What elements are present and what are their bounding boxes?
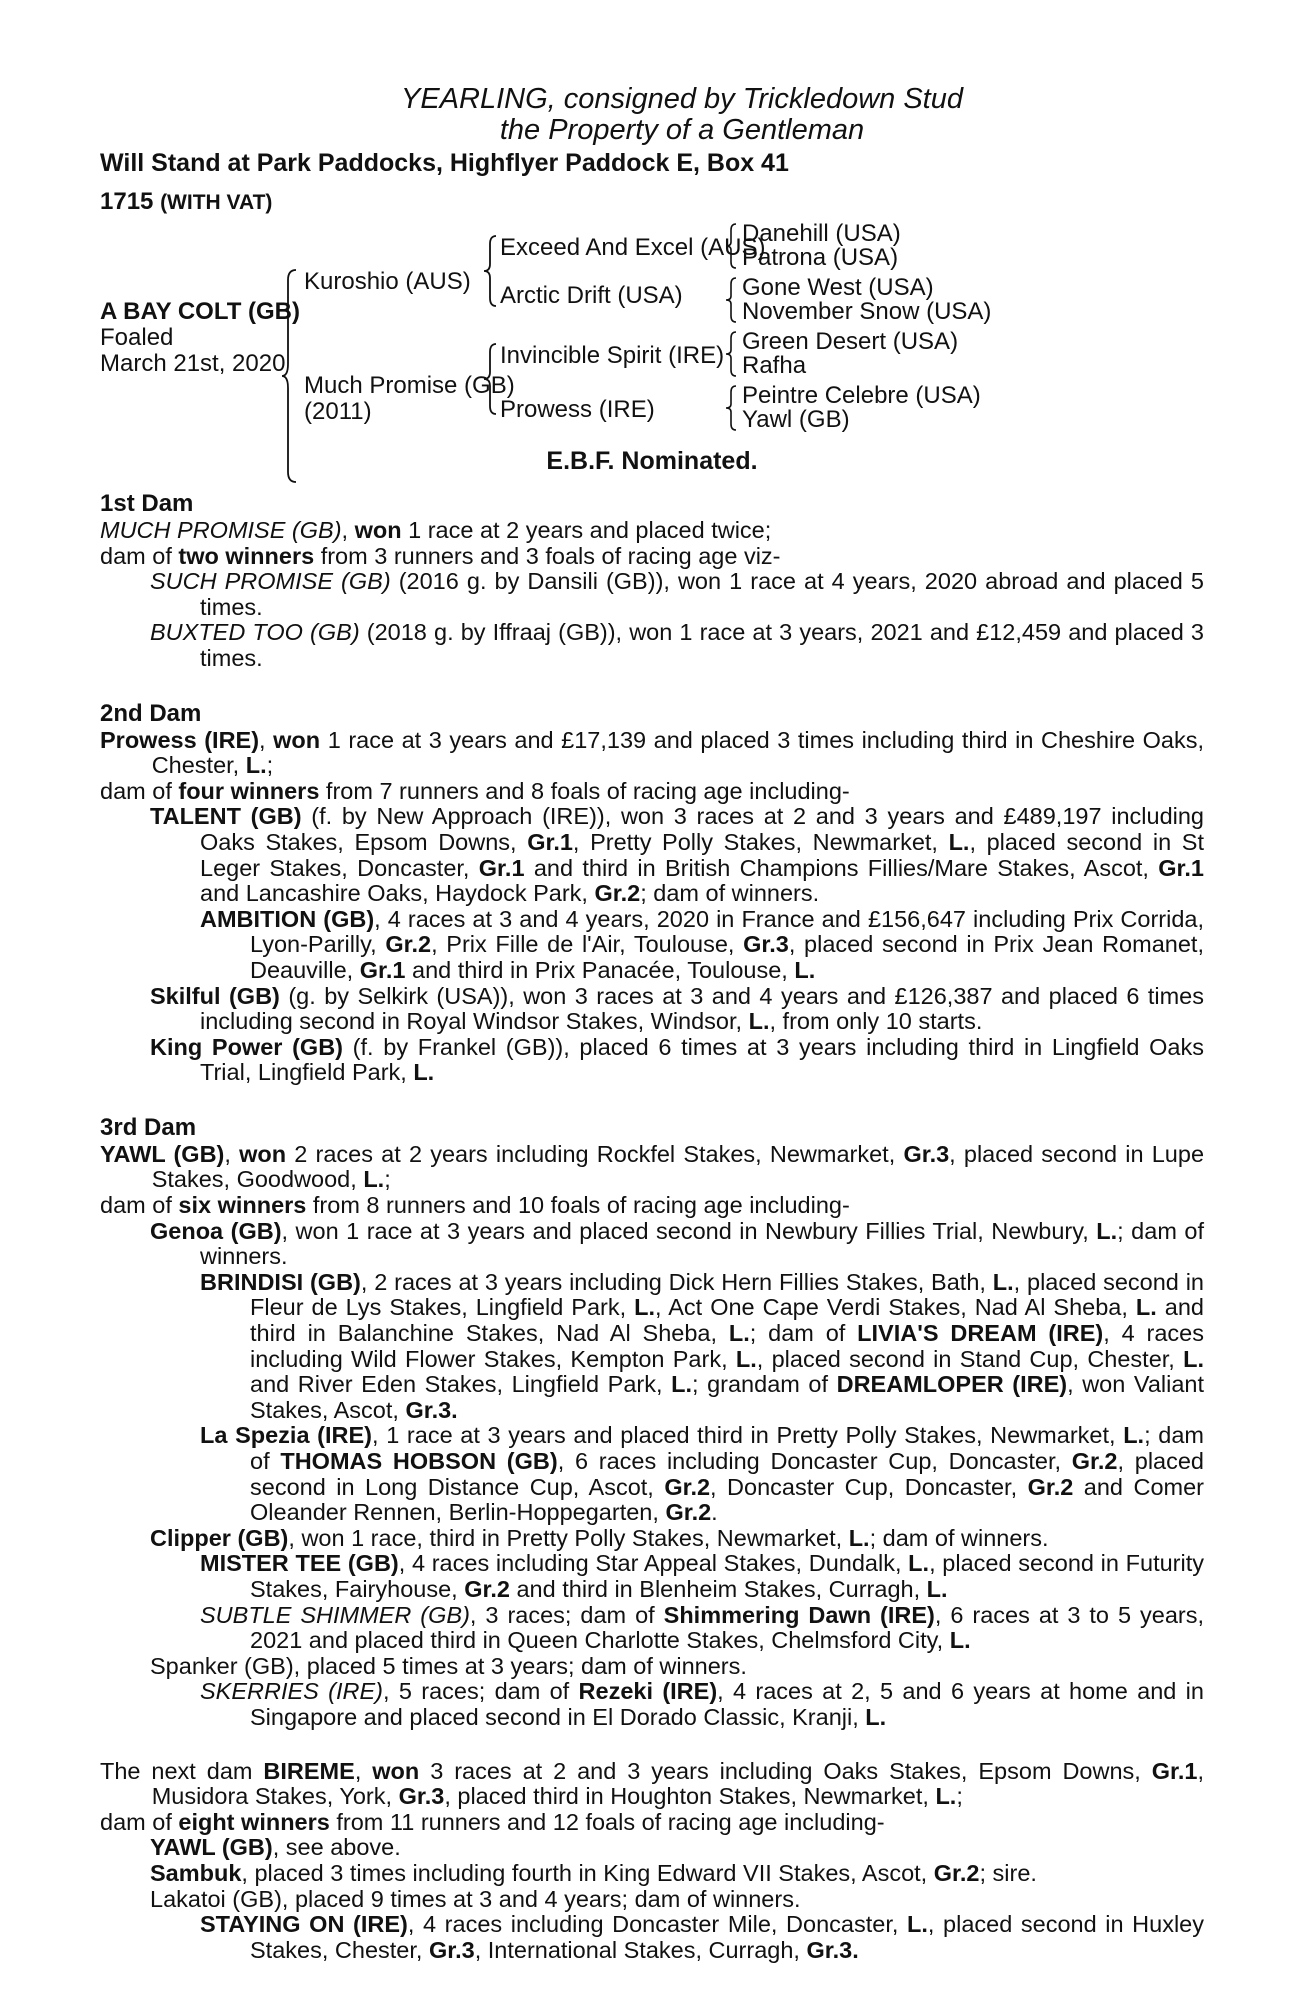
grand-progeny-entry: STAYING ON (IRE), 4 races including Doncaster Mile, Doncaster, L., placed second in Huxley Stakes, Chester, Gr.3, International Stakes, Curragh, Gr.3.: [200, 1911, 1205, 1963]
lot-number: 1715: [100, 188, 154, 215]
bracket-sire-dam: [280, 268, 300, 484]
progeny-entry: Clipper (GB), won 1 race, third in Pretty Polly Stakes, Newmarket, L.; dam of winners.: [150, 1524, 1049, 1551]
pedigree-table: [100, 182, 1204, 444]
bracket-gen3-1: [724, 222, 740, 270]
dam-dam-dam: Yawl (GB): [742, 406, 850, 433]
dam-sire-dam: Rafha: [742, 352, 807, 379]
vat-note: (WITH VAT): [160, 191, 273, 214]
section-heading: 3rd Dam: [100, 1113, 197, 1141]
progeny-entry: Spanker (GB), placed 5 times at 3 years; dam of winners.: [150, 1652, 747, 1679]
dam-record: Prowess (IRE), won 1 race at 3 years and £17,139 and placed 3 times including third in Cheshire Oaks, Chester, L.;: [100, 726, 1204, 779]
grand-progeny-entry: La Spezia (IRE), 1 race at 3 years and placed third in Pretty Polly Stakes, Newmarket, L.; dam of THOMAS HOBSON (GB), 6 races including Doncaster Cup, Doncaster, Gr.2, placed second in Long Distance Cup, Ascot, Gr.2, Doncaster Cup, Doncaster, Gr.2 and Comer Oleander Rennen, Berlin-Hoppegarten, Gr.2.: [200, 1422, 1204, 1526]
section-heading: 1st Dam: [100, 490, 194, 517]
dam-dam: Prowess (IRE): [500, 396, 655, 423]
produce-summary: dam of eight winners from 11 runners and 12 foals of racing age including-: [100, 1808, 885, 1835]
produce-summary: dam of six winners from 8 runners and 10 foals of racing age including-: [100, 1192, 850, 1219]
progeny-entry: Lakatoi (GB), placed 9 times at 3 and 4 years; dam of winners.: [150, 1885, 801, 1912]
dam-record: YAWL (GB), won 2 races at 2 years including Rockfel Stakes, Newmarket, Gr.3, placed second in Lupe Stakes, Goodwood, L.;: [100, 1140, 1205, 1193]
sire-sire: Exceed And Excel (AUS): [500, 234, 766, 261]
sire-dam-sire: Gone West (USA): [742, 274, 934, 301]
dam-record: MUCH PROMISE (GB), won 1 race at 2 years and placed twice;: [100, 517, 772, 543]
bracket-gen3-2: [724, 276, 740, 324]
progeny-entry: SUCH PROMISE (GB) (2016 g. by Dansili (GB)), won 1 race at 4 years, 2020 abroad and placed 5 times.: [150, 568, 1204, 620]
dam-year: (2011): [304, 398, 372, 425]
progeny-entry: YAWL (GB), see above.: [150, 1834, 401, 1861]
progeny-entry: Sambuk, placed 3 times including fourth in King Edward VII Stakes, Ascot, Gr.2; sire.: [150, 1859, 1037, 1886]
grand-progeny-entry: AMBITION (GB), 4 races at 3 and 4 years, 2020 in France and £156,647 including Prix Corrida, Lyon-Parilly, Gr.2, Prix Fille de l'Air, Toulouse, Gr.3, placed second in Prix Jean Romanet, Deauville, Gr.1 and third in Prix Panacée, Toulouse, L.: [200, 905, 1204, 983]
bracket-dam-parents: [482, 342, 500, 416]
progeny-entry: Genoa (GB), won 1 race at 3 years and placed second in Newbury Fillies Trial, Newbury, L.; dam of winners.: [150, 1217, 1204, 1270]
progeny-entry: Skilful (GB) (g. by Selkirk (USA)), won 3 races at 3 and 4 years and £126,387 and placed 6 times including second in Royal Windsor Stakes, Windsor, L., from only 10 starts.: [150, 982, 1204, 1035]
sire-name: Kuroshio (AUS): [304, 268, 471, 295]
bracket-sire-parents: [482, 234, 500, 308]
foaled-label: Foaled: [100, 324, 174, 351]
foaled-date: March 21st, 2020: [100, 350, 286, 377]
lot-number-block: [100, 188, 272, 217]
first-dam-section: [100, 490, 1204, 672]
dam-sire-sire: Green Desert (USA): [742, 328, 959, 355]
bracket-gen3-3: [724, 330, 740, 378]
produce-summary: dam of two winners from 3 runners and 3 foals of racing age viz-: [100, 542, 781, 569]
horse-name: A BAY COLT (GB): [100, 298, 301, 325]
third-dam-section: [100, 1114, 1204, 1731]
sire-sire-dam: Patrona (USA): [742, 244, 899, 271]
dam-name: Much Promise (GB): [304, 372, 515, 399]
grand-progeny-entry: SKERRIES (IRE), 5 races; dam of Rezeki (IRE), 4 races at 2, 5 and 6 years at home and in Singapore and placed second in El Dorado Classic, Kranji, L.: [200, 1678, 1204, 1730]
grand-progeny-entry: BRINDISI (GB), 2 races at 3 years including Dick Hern Fillies Stakes, Bath, L., placed second in Fleur de Lys Stakes, Lingfield Park, L., Act One Cape Verdi Stakes, Nad Al Sheba, L. and third in Balanchine Stakes, Nad Al Sheba, L.; dam of LIVIA'S DREAM (IRE), 4 races including Wild Flower Stakes, Kempton Park, L., placed second in Stand Cup, Chester, L. and River Eden Stakes, Lingfield Park, L.; grandam of DREAMLOPER (IRE), won Valiant Stakes, Ascot, Gr.3.: [200, 1268, 1205, 1423]
section-heading: 2nd Dam: [100, 699, 202, 727]
location-line: Will Stand at Park Paddocks, Highflyer Paddock E, Box 41: [100, 149, 789, 177]
catalogue-page: [100, 84, 1204, 1991]
progeny-entry: BUXTED TOO (GB) (2018 g. by Iffraaj (GB)), won 1 race at 3 years, 2021 and £12,459 and placed 3 times.: [150, 619, 1204, 671]
bracket-gen3-4: [724, 384, 740, 432]
sire-dam: Arctic Drift (USA): [500, 282, 683, 309]
produce-summary: dam of four winners from 7 runners and 8 foals of racing age including-: [100, 777, 850, 804]
second-dam-section: [100, 700, 1204, 1086]
progeny-entry: King Power (GB) (f. by Frankel (GB)), placed 6 times at 3 years including third in Lingfield Oaks Trial, Lingfield Park, L.: [150, 1033, 1204, 1086]
grand-progeny-entry: SUBTLE SHIMMER (GB), 3 races; dam of Shimmering Dawn (IRE), 6 races at 3 to 5 years, 2021 and placed third in Queen Charlotte Stakes, Chelmsford City, L.: [200, 1601, 1204, 1654]
sire-sire-sire: Danehill (USA): [742, 220, 901, 247]
dam-sire: Invincible Spirit (IRE): [500, 342, 725, 369]
progeny-entry: TALENT (GB) (f. by New Approach (IRE)), won 3 races at 2 and 3 years and £489,197 including Oaks Stakes, Epsom Downs, Gr.1, Pretty Polly Stakes, Newmarket, L., placed second in St Leger Stakes, Doncaster, Gr.1 and third in British Champions Fillies/Mare Stakes, Ascot, Gr.1 and Lancashire Oaks, Haydock Park, Gr.2; dam of winners.: [150, 803, 1204, 907]
dam-record: The next dam BIREME, won 3 races at 2 and 3 years including Oaks Stakes, Epsom Downs, Gr.1, Musidora Stakes, York, Gr.3, placed third in Houghton Stakes, Newmarket, L.;: [100, 1757, 1205, 1810]
consignor-line: YEARLING, consigned by Trickledown Stud: [400, 83, 963, 115]
ebf-note: E.B.F. Nominated.: [546, 447, 758, 475]
sire-dam-dam: November Snow (USA): [742, 298, 992, 325]
property-line: the Property of a Gentleman: [499, 114, 865, 146]
dam-dam-sire: Peintre Celebre (USA): [742, 382, 981, 409]
grand-progeny-entry: MISTER TEE (GB), 4 races including Star Appeal Stakes, Dundalk, L., placed second in Futurity Stakes, Fairyhouse, Gr.2 and third in Blenheim Stakes, Curragh, L.: [200, 1550, 1204, 1602]
next-dam-section: [100, 1759, 1204, 1964]
